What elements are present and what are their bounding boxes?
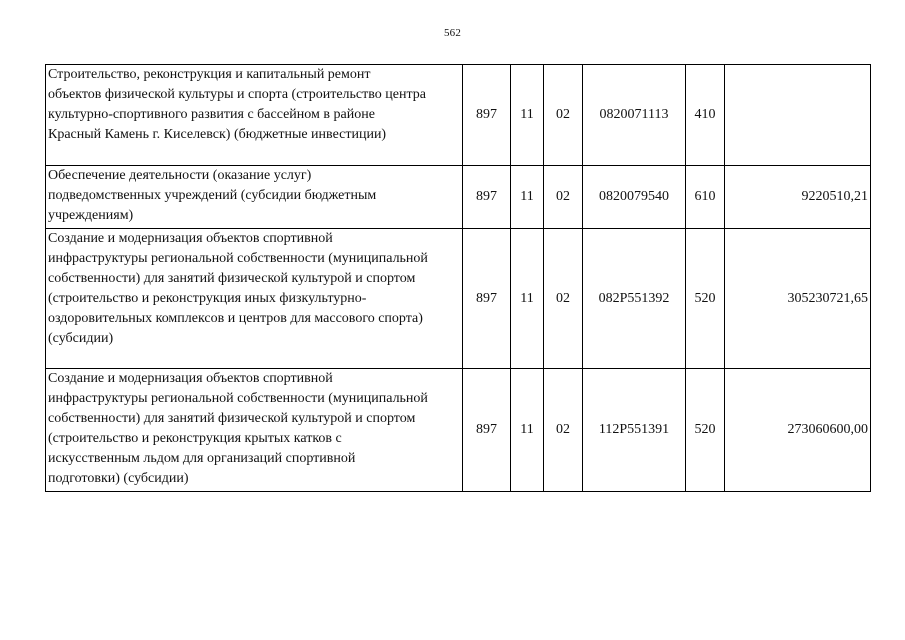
section-code: 11	[511, 369, 544, 492]
ved-code: 897	[463, 369, 511, 492]
expense-type-code: 520	[686, 229, 725, 369]
target-item-code: 0820079540	[583, 166, 686, 229]
amount-value: 305230721,65	[725, 229, 871, 369]
table-row	[46, 166, 871, 229]
row-description: Создание и модернизация объектов спортивной инфраструктуры региональной собственности (муниципальной собственности) для занятий физической культурой и спортом (строительство и реконструкция иных физкультурно- оздоровительных комплексов и центров для массового спорта) (субсидии)	[46, 229, 463, 369]
row-description: Обеспечение деятельности (оказание услуг) подведомственных учреждений (субсидии бюджетным учреждениям)	[46, 166, 463, 229]
target-item-code: 0820071113	[583, 65, 686, 166]
row-description: Строительство, реконструкция и капитальный ремонт объектов физической культуры и спорта (строительство центра культурно-спортивного развития с бассейном в районе Красный Камень г. Киселевск) (бюджетные инвестиции)	[46, 65, 463, 166]
table-row	[46, 229, 871, 369]
expense-type-code: 520	[686, 369, 725, 492]
amount-value: 273060600,00	[725, 369, 871, 492]
table-row	[46, 65, 871, 166]
page-number: 562	[443, 27, 462, 39]
subsection-code: 02	[544, 229, 583, 369]
table-row	[46, 369, 871, 492]
expense-type-code: 610	[686, 166, 725, 229]
budget-table	[45, 64, 871, 492]
section-code: 11	[511, 229, 544, 369]
amount-value: 9220510,21	[725, 166, 871, 229]
subsection-code: 02	[544, 65, 583, 166]
row-description: Создание и модернизация объектов спортивной инфраструктуры региональной собственности (муниципальной собственности) для занятий физической культурой и спортом (строительство и реконструкция крытых катков с искусственным льдом для организаций спортивной подготовки) (субсидии)	[46, 369, 463, 492]
ved-code: 897	[463, 166, 511, 229]
ved-code: 897	[463, 65, 511, 166]
section-code: 11	[511, 166, 544, 229]
amount-value	[725, 65, 871, 166]
subsection-code: 02	[544, 166, 583, 229]
target-item-code: 112Р551391	[583, 369, 686, 492]
ved-code: 897	[463, 229, 511, 369]
target-item-code: 082Р551392	[583, 229, 686, 369]
section-code: 11	[511, 65, 544, 166]
expense-type-code: 410	[686, 65, 725, 166]
subsection-code: 02	[544, 369, 583, 492]
